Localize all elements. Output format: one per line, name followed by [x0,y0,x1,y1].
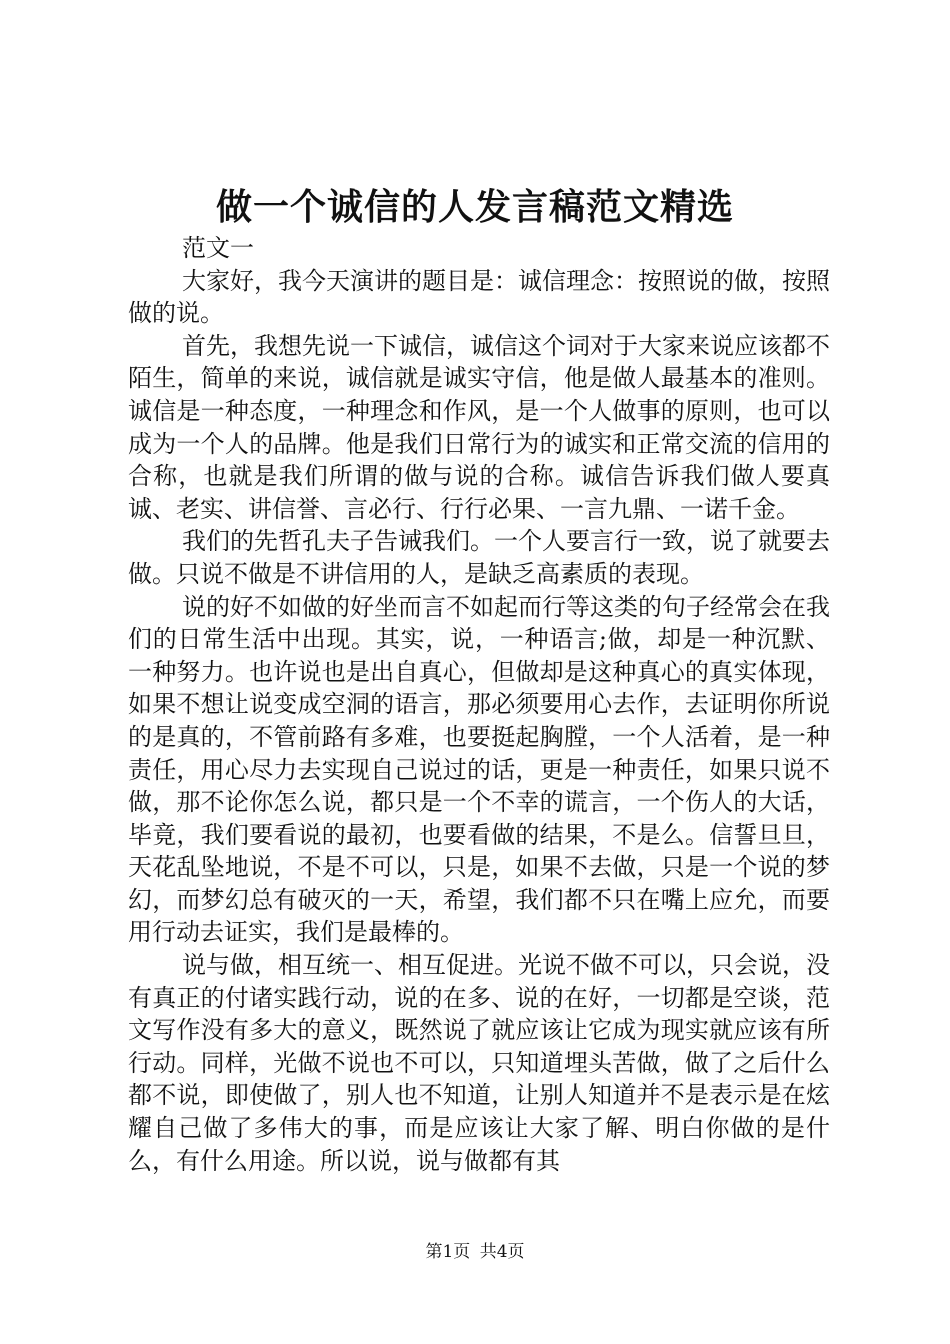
page-footer [0,1240,950,1264]
document-title: 做一个诚信的人发言稿范文精选 [215,186,734,228]
page-total: 共4页 [479,1242,525,1262]
paragraph-5: 说与做，相互统一、相互促进。光说不做不可以，只会说，没有真正的付诸实践行动，说的在多、说的在好，一切都是空谈，范文写作没有多大的意义，既然说了就应该让它成为现实就应该有所行动。同样，光做不说也不可以，只知道埋头苦做，做了之后什么都不说，即使做了，别人也不知道，让别人知道并不是表示是在炫耀自己做了多伟大的事，而是应该让大家了解、明白你做的是什么，有什么用途。所以说，说与做都有其 [128,951,830,1175]
paragraph-2: 首先，我想先说一下诚信，诚信这个词对于大家来说应该都不陌生，简单的来说，诚信就是诚实守信，他是做人最基本的准则。诚信是一种态度，一种理念和作风，是一个人做事的原则，也可以成为一个人的品牌。他是我们日常行为的诚实和正常交流的信用的合称，也就是我们所谓的做与说的合称。诚信告诉我们做人要真诚、老实、讲信誉、言必行、行行必果、一言九鼎、一诺千金。 [128,331,830,523]
paragraph-3: 我们的先哲孔夫子告诫我们。一个人要言行一致，说了就要去做。只说不做是不讲信用的人，是缺乏高素质的表现。 [128,527,830,588]
section-label: 范文一 [182,234,254,262]
page-number: 第1页 [425,1242,471,1262]
paragraph-4: 说的好不如做的好坐而言不如起而行等这类的句子经常会在我们的日常生活中出现。其实，说，一种语言;做，却是一种沉默、一种努力。也许说也是出自真心，但做却是这种真心的真实体现，如果不想让说变成空洞的语言，那必须要用心去作，去证明你所说的是真的，不管前路有多难，也要挺起胸膛，一个人活着，是一种责任，用心尽力去实现自己说过的话，更是一种责任，如果只说不做，那不论你怎么说，都只是一个不幸的谎言，一个伤人的大话，毕竟，我们要看说的最初，也要看做的结果，不是么。信誓旦旦，天花乱坠地说，不是不可以，只是，如果不去做，只是一个说的梦幻，而梦幻总有破灭的一天，希望，我们都不只在嘴上应允，而要用行动去证实，我们是最棒的。 [128,592,830,947]
paragraph-1: 大家好，我今天演讲的题目是：诚信理念：按照说的做，按照做的说。 [128,266,830,328]
document-body [128,232,830,1177]
